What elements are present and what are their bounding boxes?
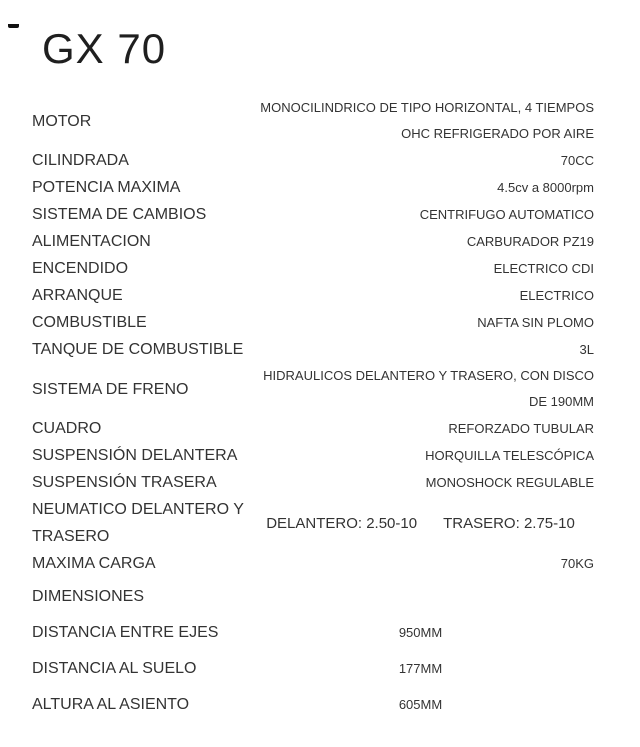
tire-front-value: DELANTERO: 2.50-10 bbox=[266, 514, 418, 532]
spec-label-line: NEUMATICO DELANTERO Y bbox=[32, 501, 244, 518]
spec-label: COMBUSTIBLE bbox=[32, 314, 147, 331]
spec-value: 950MM bbox=[398, 625, 443, 640]
spec-value: CENTRIFUGO AUTOMATICO bbox=[419, 207, 594, 222]
spec-value bbox=[247, 95, 594, 147]
spec-value bbox=[247, 363, 594, 415]
spec-label: ALTURA AL ASIENTO bbox=[32, 696, 190, 713]
spec-row-potencia-maxima bbox=[32, 174, 594, 201]
spec-label: CUADRO bbox=[32, 420, 102, 437]
spec-value: REFORZADO TUBULAR bbox=[448, 421, 594, 436]
spec-label: CILINDRADA bbox=[32, 152, 129, 169]
spec-label: SUSPENSIÓN TRASERA bbox=[32, 474, 217, 491]
spec-value: 3L bbox=[579, 342, 594, 357]
spec-value-line: OHC REFRIGERADO POR AIRE bbox=[401, 126, 594, 141]
spec-label: SISTEMA DE CAMBIOS bbox=[32, 206, 207, 223]
spec-row-sistema-de-cambios bbox=[32, 201, 594, 228]
spec-value: CARBURADOR PZ19 bbox=[466, 234, 594, 249]
spec-row-neumaticos bbox=[32, 496, 594, 550]
spec-value: 177MM bbox=[398, 661, 443, 676]
spec-value: 70CC bbox=[560, 153, 594, 168]
spec-row-tanque-de-combustible bbox=[32, 336, 594, 363]
spec-label-line: TRASERO bbox=[32, 528, 110, 545]
spec-row-altura-al-asiento bbox=[32, 691, 594, 718]
spec-value: ELECTRICO bbox=[519, 288, 594, 303]
spec-label: ARRANQUE bbox=[32, 287, 123, 304]
spec-row-combustible bbox=[32, 309, 594, 336]
spec-row-arranque bbox=[32, 282, 594, 309]
spec-row-suspension-trasera bbox=[32, 469, 594, 496]
spec-table bbox=[32, 95, 594, 718]
spec-row-maxima-carga bbox=[32, 550, 594, 577]
spec-sheet bbox=[0, 24, 640, 718]
spec-value: MONOSHOCK REGULABLE bbox=[425, 475, 594, 490]
spec-value-line: HIDRAULICOS DELANTERO Y TRASERO, CON DISCO bbox=[263, 368, 594, 383]
spec-row-suspension-delantera bbox=[32, 442, 594, 469]
spec-label: POTENCIA MAXIMA bbox=[32, 179, 181, 196]
spec-value bbox=[247, 510, 594, 537]
spec-label: TANQUE DE COMBUSTIBLE bbox=[32, 341, 244, 358]
spec-label: SUSPENSIÓN DELANTERA bbox=[32, 447, 238, 464]
spec-value-line: MONOCILINDRICO DE TIPO HORIZONTAL, 4 TIEMPOS bbox=[260, 100, 594, 115]
spec-label bbox=[32, 496, 247, 550]
spec-value: HORQUILLA TELESCÓPICA bbox=[425, 448, 594, 463]
spec-row-distancia-entre-ejes bbox=[32, 619, 594, 646]
spec-row-sistema-de-freno bbox=[32, 363, 594, 415]
page-title: GX 70 bbox=[42, 25, 167, 72]
spec-value: 605MM bbox=[398, 697, 443, 712]
spec-row-motor bbox=[32, 95, 594, 147]
spec-row-alimentacion bbox=[32, 228, 594, 255]
spec-label: MOTOR bbox=[32, 112, 92, 130]
spec-value: ELECTRICO CDI bbox=[493, 261, 594, 276]
spec-value-line: DE 190MM bbox=[528, 394, 594, 409]
spec-value: NAFTA SIN PLOMO bbox=[477, 315, 594, 330]
screenshot-edge-artifact bbox=[8, 24, 19, 28]
spec-value: 70KG bbox=[560, 556, 594, 571]
spec-label: DISTANCIA ENTRE EJES bbox=[32, 624, 219, 641]
spec-label: DISTANCIA AL SUELO bbox=[32, 660, 197, 677]
spec-section-label: DIMENSIONES bbox=[32, 588, 145, 605]
spec-label: ALIMENTACION bbox=[32, 233, 151, 250]
spec-label: MAXIMA CARGA bbox=[32, 555, 156, 572]
spec-row-cilindrada bbox=[32, 147, 594, 174]
spec-row-dimensiones-header bbox=[32, 583, 594, 610]
spec-row-distancia-al-suelo bbox=[32, 655, 594, 682]
spec-label: SISTEMA DE FRENO bbox=[32, 380, 189, 398]
tire-rear-value: TRASERO: 2.75-10 bbox=[443, 514, 575, 532]
spec-label: ENCENDIDO bbox=[32, 260, 129, 277]
spec-row-encendido bbox=[32, 255, 594, 282]
spec-row-cuadro bbox=[32, 415, 594, 442]
spec-value: 4.5cv a 8000rpm bbox=[497, 180, 594, 195]
